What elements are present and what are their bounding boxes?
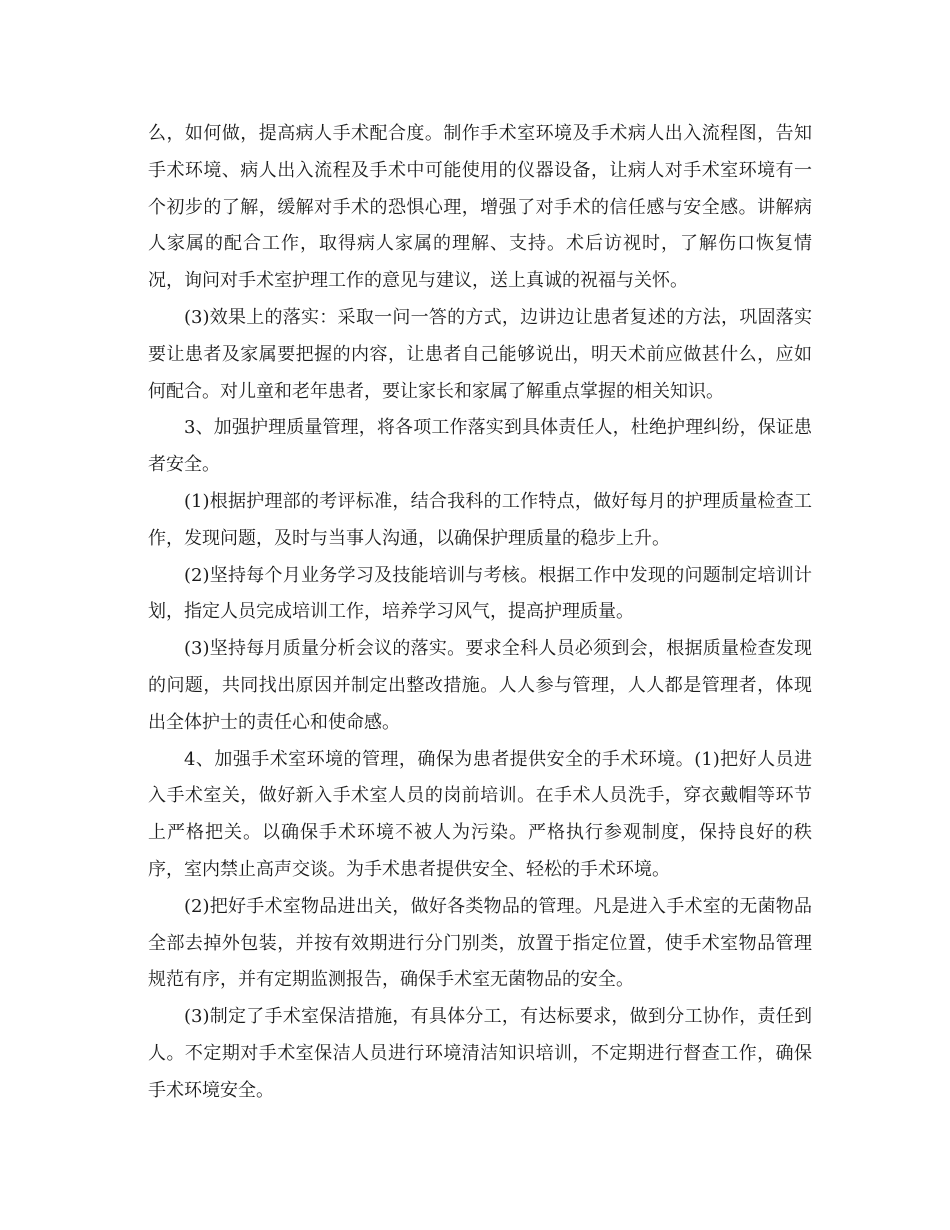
paragraph-effect-implementation: (3)效果上的落实：采取一问一答的方式，边讲边让患者复述的方法，巩固落实要让患者及家属要把握的内容，让患者自己能够说出，明天术前应做甚什么，应如何配合。对儿童和老年患者，要让家长和家属了解重点掌握的相关知识。 — [148, 306, 812, 402]
paragraph-3-3: (3)坚持每月质量分析会议的落实。要求全科人员必须到会，根据质量检查发现的问题，共同找出原因并制定出整改措施。人人参与管理，人人都是管理者，体现出全体护士的责任心和使命感。 — [148, 638, 812, 733]
paragraph-section-4-heading: 4、加强手术室环境的管理，确保为患者提供安全的手术环境。(1)把好人员进入手术室关，做好新入手术室人员的岗前培训。在手术人员洗手，穿衣戴帽等环节上严格把关。以确保手术环境不被人为污染。严格执行参观制度，保持良好的秩序，室内禁止高声交谈。为手术患者提供安全、轻松的手术环境。 — [148, 748, 812, 880]
paragraph-continuation: 么，如何做，提高病人手术配合度。制作手术室环境及手术病人出入流程图，告知手术环境、病人出入流程及手术中可能使用的仪器设备，让病人对手术室环境有一个初步的了解，缓解对手术的恐惧心理，增强了对手术的信任感与安全感。讲解病人家属的配合工作，取得病人家属的理解、支持。术后访视时，了解伤口恢复情况，询问对手术室护理工作的意见与建议，送上真诚的祝福与关怀。 — [148, 123, 812, 292]
paragraph-4-3: (3)制定了手术室保洁措施，有具体分工，有达标要求，做到分工协作，责任到人。不定期对手术室保洁人员进行环境清洁知识培训，不定期进行督查工作，确保手术环境安全。 — [148, 1006, 812, 1101]
paragraph-3-1: (1)根据护理部的考评标准，结合我科的工作特点，做好每月的护理质量检查工作，发现问题，及时与当事人沟通，以确保护理质量的稳步上升。 — [148, 490, 812, 549]
paragraph-section-3-heading: 3、加强护理质量管理，将各项工作落实到具体责任人，杜绝护理纠纷，保证患者安全。 — [148, 417, 812, 476]
paragraph-4-2: (2)把好手术室物品进出关，做好各类物品的管理。凡是进入手术室的无菌物品全部去掉外包装，并按有效期进行分门别类，放置于指定位置，使手术室物品管理规范有序，并有定期监测报告，确保手术室无菌物品的安全。 — [148, 895, 812, 991]
paragraph-3-2: (2)坚持每个月业务学习及技能培训与考核。根据工作中发现的问题制定培训计划，指定人员完成培训工作，培养学习风气，提高护理质量。 — [148, 564, 812, 623]
document-page — [148, 116, 812, 1110]
